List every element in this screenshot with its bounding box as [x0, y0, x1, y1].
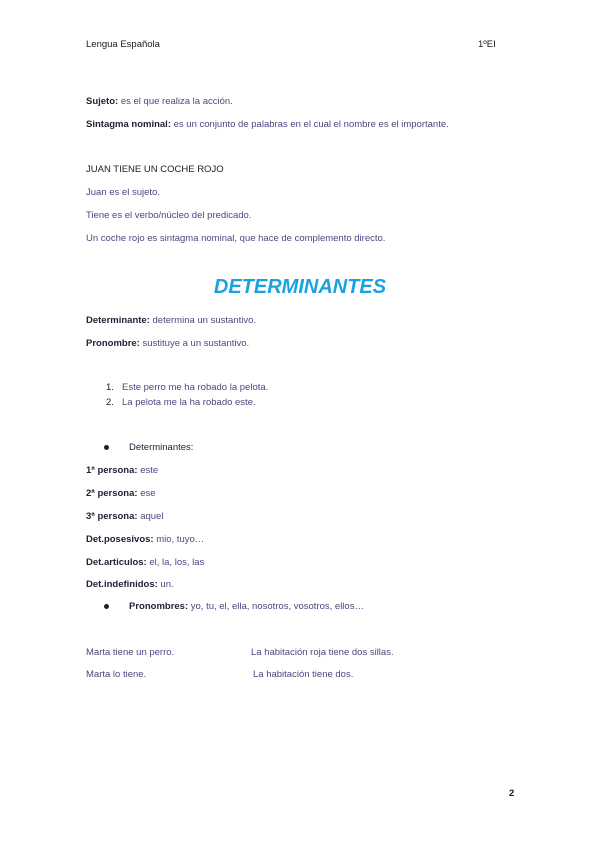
bullet-pronombres: [104, 601, 364, 612]
definition-term: Sujeto:: [86, 96, 119, 107]
definition-text: sustituye a un sustantivo.: [139, 338, 250, 349]
header-left: Lengua Española: [86, 39, 160, 50]
definition-term: Determinante:: [86, 315, 150, 326]
bullet-determinantes: [104, 442, 193, 453]
definition-text: es el que realiza la acción.: [118, 96, 233, 107]
definition-term: Pronombre:: [86, 338, 140, 349]
item-text: un.: [157, 579, 174, 590]
item-number: 1.: [106, 382, 114, 393]
pair-left: Marta tiene un perro.: [86, 647, 175, 658]
page-number: 2: [509, 788, 515, 799]
item-term: Det.articulos:: [86, 557, 147, 568]
example-line: Tiene es el verbo/núcleo del predicado.: [86, 210, 252, 221]
example-line: Juan es el sujeto.: [86, 187, 160, 198]
determinante-item: [86, 465, 158, 476]
item-text: Este perro me ha robado la pelota.: [122, 382, 269, 393]
determinante-item: [86, 534, 204, 545]
definition-sujeto: [86, 96, 233, 107]
definition-determinante: [86, 315, 256, 326]
definition-term: Sintagma nominal:: [86, 119, 171, 130]
pair-right: La habitación tiene dos.: [253, 669, 354, 680]
pair-right: La habitación roja tiene dos sillas.: [251, 647, 394, 658]
section-title: DETERMINANTES: [213, 276, 387, 298]
item-term: 3ª persona:: [86, 511, 138, 522]
determinante-item: [86, 511, 163, 522]
item-term: 2ª persona:: [86, 488, 138, 499]
bullet-dot-icon: [104, 445, 109, 450]
item-text: el, la, los, las: [146, 557, 205, 568]
header-right: 1ºEI: [478, 39, 496, 50]
item-text: mio, tuyo…: [153, 534, 205, 545]
bullet-dot-icon: [104, 604, 109, 609]
item-term: 1ª persona:: [86, 465, 138, 476]
pair-left: Marta lo tiene.: [86, 669, 147, 680]
item-text: este: [137, 465, 159, 476]
example-heading: JUAN TIENE UN COCHE ROJO: [86, 164, 224, 175]
item-number: 2.: [106, 397, 114, 408]
definition-text: es un conjunto de palabras en el cual el nombre es el importante.: [170, 119, 449, 130]
item-text: La pelota me la ha robado este.: [122, 397, 256, 408]
item-text: ese: [137, 488, 156, 499]
item-term: Det.indefinidos:: [86, 579, 158, 590]
numbered-item: [106, 382, 268, 393]
determinante-item: [86, 579, 174, 590]
bullet-text: yo, tu, el, ella, nosotros, vosotros, ellos…: [188, 601, 364, 612]
item-text: aquel: [137, 511, 164, 522]
definition-text: determina un sustantivo.: [149, 315, 257, 326]
item-term: Det.posesivos:: [86, 534, 154, 545]
definition-sintagma: [86, 119, 449, 130]
example-line: Un coche rojo es sintagma nominal, que hace de complemento directo.: [86, 233, 386, 244]
numbered-item: [106, 397, 256, 408]
determinante-item: [86, 557, 204, 568]
bullet-label: Determinantes:: [129, 442, 194, 453]
definition-pronombre: [86, 338, 249, 349]
determinante-item: [86, 488, 156, 499]
bullet-term: Pronombres:: [129, 601, 189, 612]
